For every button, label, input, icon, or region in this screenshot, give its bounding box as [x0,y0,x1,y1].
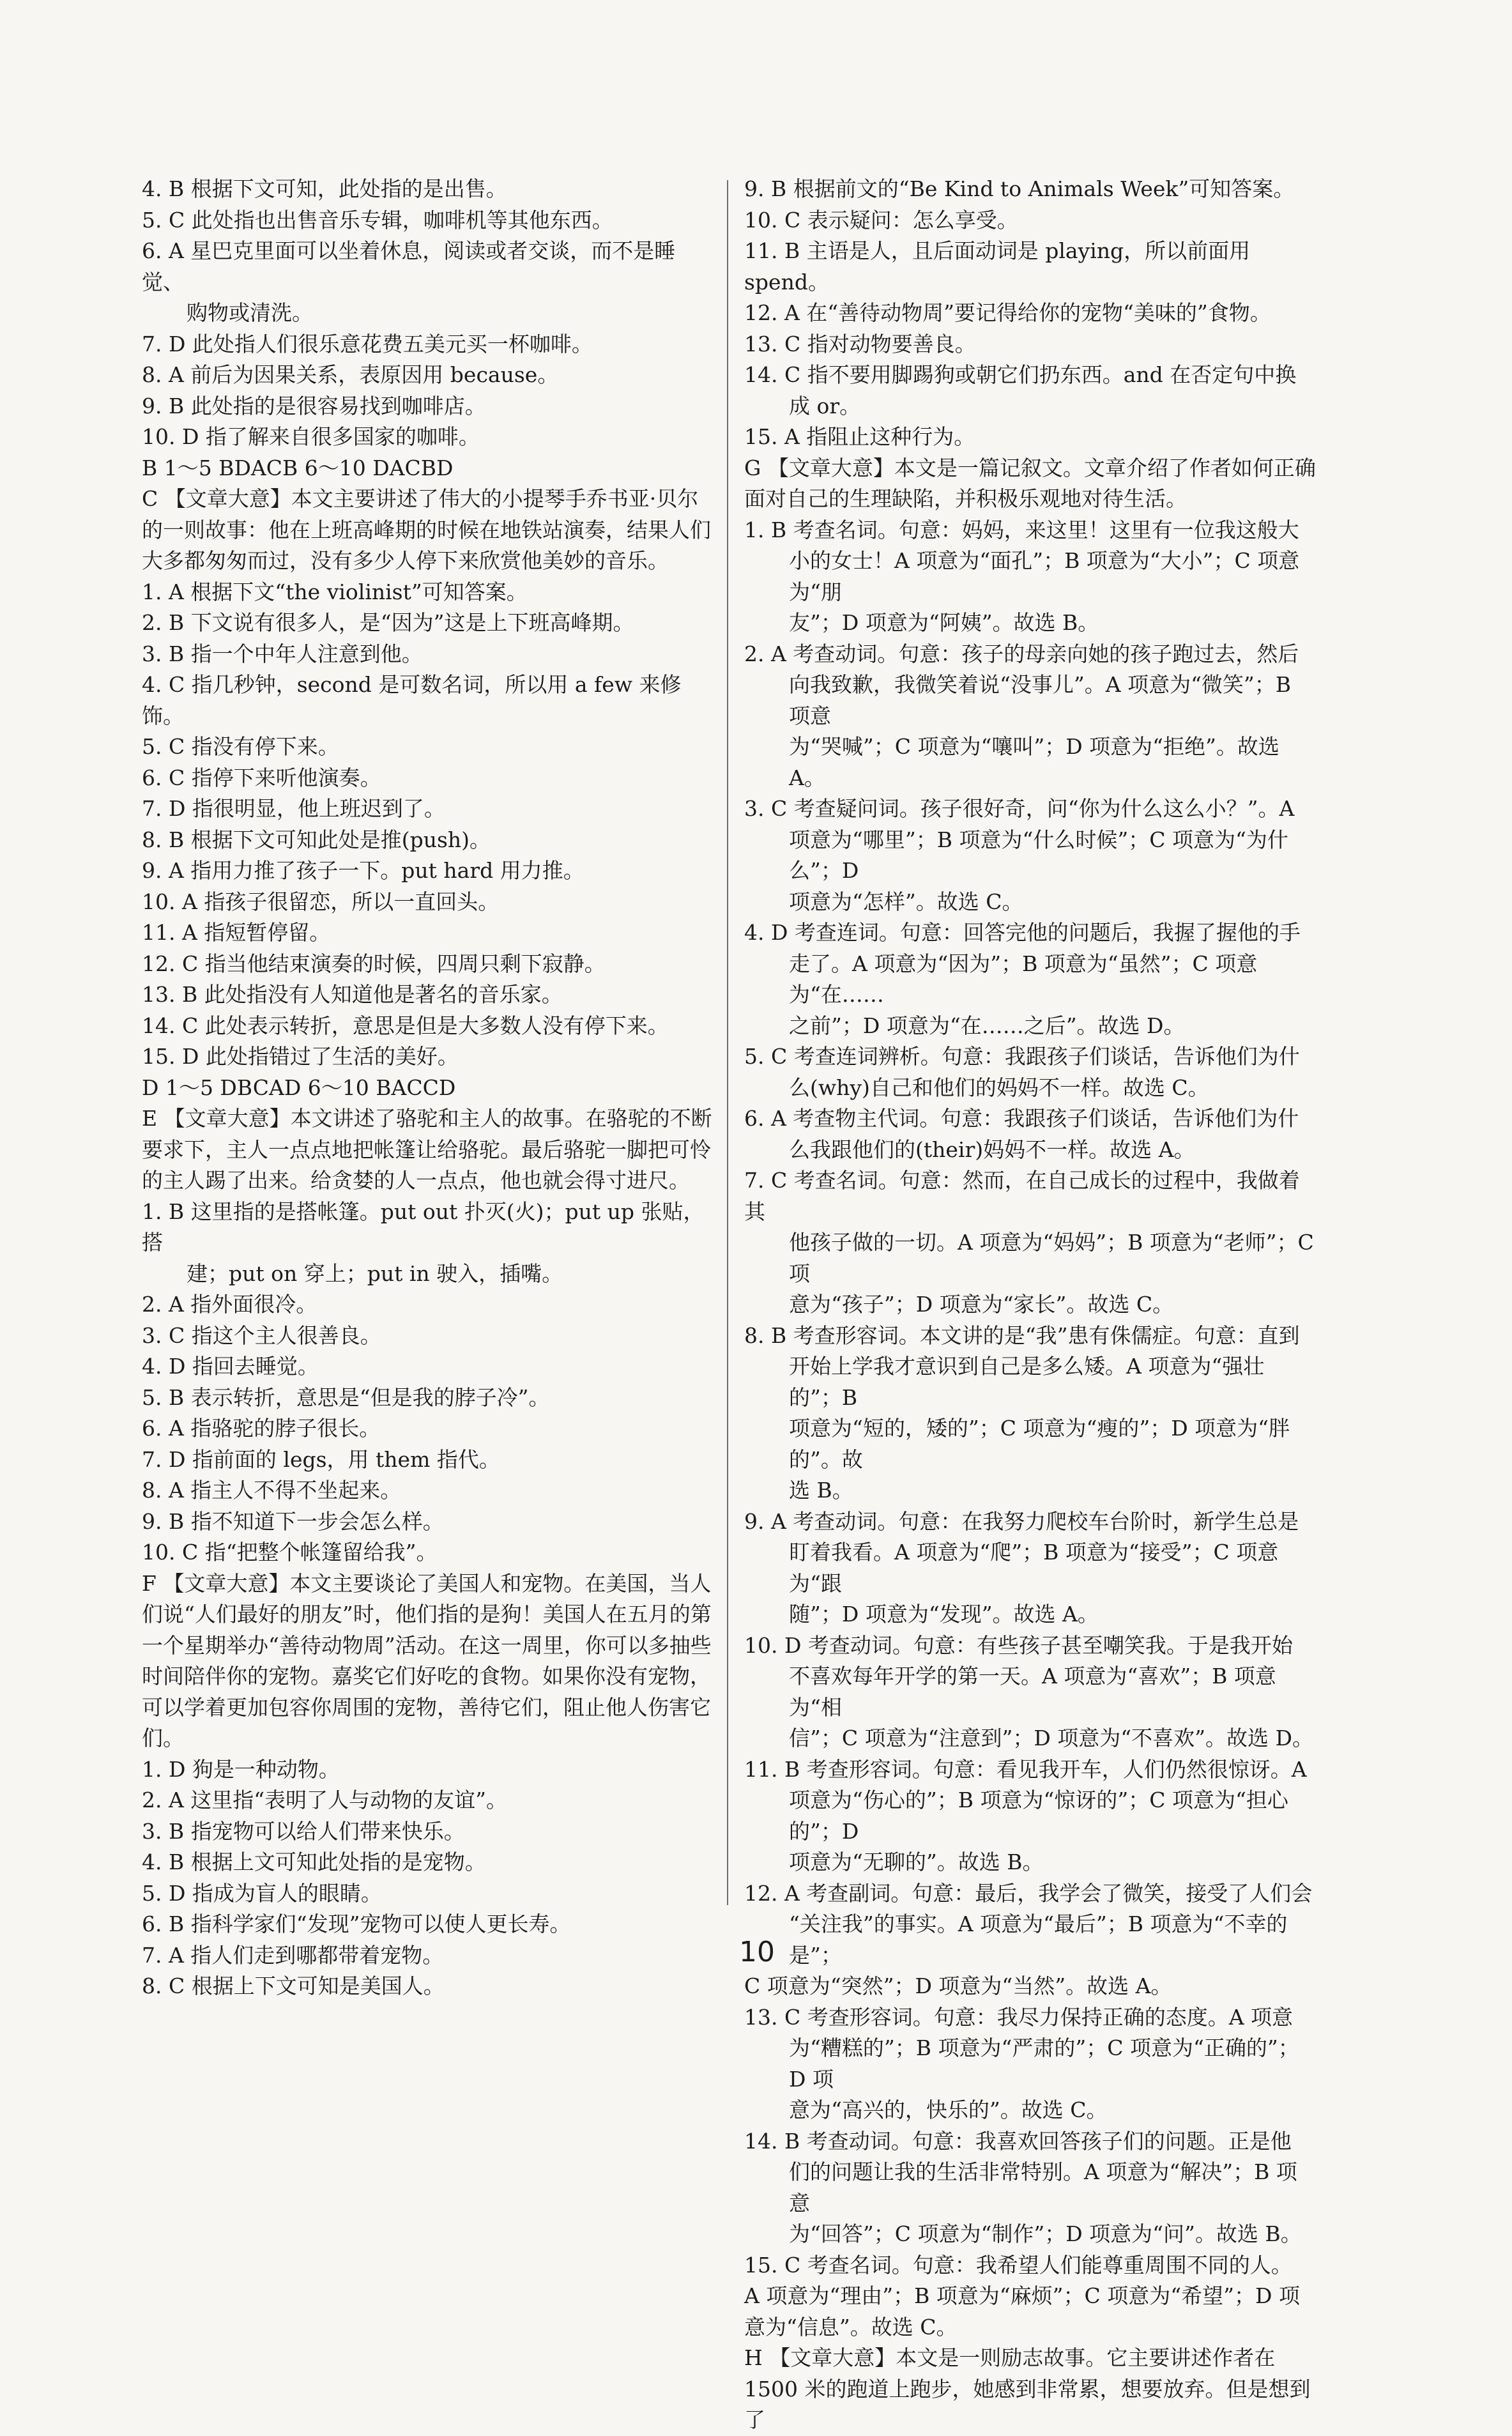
text-line: 面对自己的生理缺陷，并积极乐观地对待生活。 [744,486,1187,511]
text-line: 的主人踢了出来。给贪婪的人一点点，他也就会得寸进尺。 [142,1168,690,1193]
text-line: C 【文章大意】本文主要讲述了伟大的小提琴手乔书亚·贝尔 [142,486,699,511]
text-line: 他孩子做的一切。A 项意为“妈妈”；B 项意为“老师”；C 项 [789,1230,1314,1286]
text-line: 建；put on 穿上；put in 驶入，插嘴。 [187,1260,563,1286]
text-line: 15. D 此处指错过了生活的美好。 [142,1044,459,1069]
text-line: B 1～5 BDACB 6～10 DACBD [142,455,454,480]
text-line: 7. C 考查名词。句意：然而，在自己成长的过程中，我做着其 [744,1168,1300,1224]
text-line: 们。 [142,1726,184,1750]
text-line: 7. A 指人们走到哪都带着宠物。 [142,1942,444,1968]
text-line: 信”；C 项意为“注意到”；D 项意为“不喜欢”。故选 D。 [789,1726,1313,1750]
text-line: 一个星期举办“善待动物周”活动。在这一周里，你可以多抽些 [142,1632,712,1658]
text-line: 5. C 此处指也出售音乐专辑，咖啡机等其他东西。 [142,207,613,233]
left-column [142,174,717,2002]
text-line: A 项意为“理由”；B 项意为“麻烦”；C 项意为“希望”；D 项 [744,2283,1300,2308]
text-line: 13. B 此处指没有人知道他是著名的音乐家。 [142,982,563,1007]
text-line: 随”；D 项意为“发现”。故选 A。 [789,1602,1099,1627]
text-line: 项意为“哪里”；B 项意为“什么时候”；C 项意为“为什么”；D [789,827,1288,883]
text-line: 项意为“怎样”。故选 C。 [789,889,1023,914]
text-line: 10. C 表示疑问：怎么享受。 [744,207,1018,233]
text-line: “关注我”的事实。A 项意为“最后”；B 项意为“不幸的是”； [789,1911,1288,1968]
right-column [744,174,1316,2436]
text-line: 要求下，主人一点点地把帐篷让给骆驼。最后骆驼一脚把可怜 [142,1137,711,1162]
text-line: 之前”；D 项意为“在……之后”。故选 D。 [789,1013,1185,1038]
text-line: 走了。A 项意为“因为”；B 项意为“虽然”；C 项意为“在…… [789,951,1258,1007]
text-line: G 【文章大意】本文是一篇记叙文。文章介绍了作者如何正确 [744,455,1316,480]
text-line: 8. A 前后为因果关系，表原因用 because。 [142,362,559,387]
text-line: 7. D 指前面的 legs，用 them 指代。 [142,1446,500,1472]
text-line: 10. C 指“把整个帐篷留给我”。 [142,1540,438,1565]
text-line: 9. A 指用力推了孩子一下。put hard 用力推。 [142,858,584,883]
text-line: 为“哭喊”；C 项意为“嚷叫”；D 项意为“拒绝”。故选 A。 [789,734,1279,790]
text-line: 14. C 此处表示转折，意思是但是大多数人没有停下来。 [142,1013,669,1038]
text-line: 向我致歉，我微笑着说“没事儿”。A 项意为“微笑”；B 项意 [789,672,1292,728]
text-line: 2. A 指外面很冷。 [142,1292,317,1317]
text-line: 6. C 指停下来听他演奏。 [142,765,381,790]
text-line: 盯着我看。A 项意为“爬”；B 项意为“接受”；C 项意为“跟 [789,1540,1279,1596]
text-line: 友”；D 项意为“阿姨”。故选 B。 [789,610,1099,635]
text-line: 4. B 根据上文可知此处指的是宠物。 [142,1850,486,1874]
text-line: 10. A 指孩子很留恋，所以一直回头。 [142,889,500,914]
text-line: 意为“信息”。故选 C。 [744,2314,958,2340]
text-line: 选 B。 [789,1478,853,1503]
text-line: H 【文章大意】本文是一则励志故事。它主要讲述作者在 [744,2345,1276,2370]
text-line: 成 or。 [789,393,861,418]
text-line: 6. B 指科学家们“发现”宠物可以使人更长寿。 [142,1911,571,1936]
text-line: 11. B 主语是人，且后面动词是 playing，所以前面用 spend。 [744,238,1251,295]
text-line: 4. B 根据下文可知，此处指的是出售。 [142,176,507,201]
text-line: 15. A 指阻止这种行为。 [744,424,975,449]
text-line: 意为“高兴的，快乐的”。故选 C。 [789,2097,1108,2122]
text-line: 2. B 下文说有很多人，是“因为”这是上下班高峰期。 [142,610,634,635]
text-line: 么我跟他们的(their)妈妈不一样。故选 A。 [789,1137,1195,1162]
text-line: 4. D 指回去睡觉。 [142,1354,319,1379]
text-line: 项意为“无聊的”。故选 B。 [789,1850,1044,1874]
text-line: 大多都匆匆而过，没有多少人停下来欣赏他美妙的音乐。 [142,548,669,573]
text-line: 9. B 指不知道下一步会怎么样。 [142,1508,444,1534]
text-line: 为“糟糕的”；B 项意为“严肃的”；C 项意为“正确的”；D 项 [789,2035,1299,2092]
text-line: 12. C 指当他结束演奏的时候，四周只剩下寂静。 [142,951,606,976]
text-line: 8. B 根据下文可知此处是推(push)。 [142,827,491,852]
text-line: 不喜欢每年开学的第一天。A 项意为“喜欢”；B 项意为“相 [789,1664,1276,1720]
text-line: 11. B 考查形容词。句意：看见我开车，人们仍然很惊讶。A [744,1756,1307,1782]
text-line: 12. A 在“善待动物周”要记得给你的宠物“美味的”食物。 [744,300,1271,325]
text-line: 时间陪伴你的宠物。嘉奖它们好吃的食物。如果你没有宠物， [142,1664,711,1689]
text-line: 5. C 考查连词辨析。句意：我跟孩子们谈话，告诉他们为什 [744,1044,1300,1069]
text-line: 3. B 指一个中年人注意到他。 [142,641,423,666]
text-line: F 【文章大意】本文主要谈论了美国人和宠物。在美国，当人 [142,1570,712,1596]
text-line: 小的女士！A 项意为“面孔”；B 项意为“大小”；C 项意为“朋 [789,548,1300,604]
text-line: 3. C 指这个主人很善良。 [142,1322,381,1348]
text-line: 14. B 考查动词。句意：我喜欢回答孩子们的问题。正是他 [744,2128,1292,2154]
text-line: 为“回答”；C 项意为“制作”；D 项意为“问”。故选 B。 [789,2221,1302,2246]
text-line: 6. A 考查物主代词。句意：我跟孩子们谈话，告诉他们为什 [744,1106,1299,1131]
text-line: 8. B 考查形容词。本文讲的是“我”患有侏儒症。句意：直到 [744,1322,1300,1348]
text-line: 11. A 指短暂停留。 [142,920,331,945]
text-line: D 1～5 DBCAD 6～10 BACCD [142,1075,456,1100]
text-line: 7. D 此处指人们很乐意花费五美元买一杯咖啡。 [142,331,593,356]
text-line: C 项意为“突然”；D 项意为“当然”。故选 A。 [744,1973,1172,1998]
text-line: 13. C 指对动物要善良。 [744,331,976,356]
text-line: 6. A 星巴克里面可以坐着休息，阅读或者交谈，而不是睡觉、 [142,238,676,295]
text-line: 3. C 考查疑问词。孩子很好奇，问“你为什么这么小？”。A [744,796,1295,821]
text-line: 9. B 此处指的是很容易找到咖啡店。 [142,393,486,418]
text-line: 2. A 考查动词。句意：孩子的母亲向她的孩子跑过去，然后 [744,641,1299,666]
text-line: 13. C 考查形容词。句意：我尽力保持正确的态度。A 项意 [744,2004,1294,2030]
text-line: 3. B 指宠物可以给人们带来快乐。 [142,1818,465,1844]
text-line: 8. C 根据上下文可知是美国人。 [142,1973,445,1998]
text-line: 开始上学我才意识到自己是多么矮。A 项意为“强壮的”；B [789,1354,1265,1410]
text-line: 项意为“伤心的”；B 项意为“惊讶的”；C 项意为“担心的”；D [789,1788,1288,1844]
text-line: E 【文章大意】本文讲述了骆驼和主人的故事。在骆驼的不断 [142,1106,712,1131]
page-number: 10 [739,1936,775,1968]
text-line: 们说“人们最好的朋友”时，他们指的是狗！美国人在五月的第 [142,1602,712,1627]
text-line: 项意为“短的，矮的”；C 项意为“瘦的”；D 项意为“胖的”。故 [789,1416,1290,1472]
text-line: 的一则故事：他在上班高峰期的时候在地铁站演奏，结果人们 [142,517,711,542]
column-divider [727,180,728,1905]
text-line: 14. C 指不要用脚踢狗或朝它们扔东西。and 在否定句中换 [744,362,1297,387]
text-line: 购物或清洗。 [187,300,313,325]
text-line: 15. C 考查名词。句意：我希望人们能尊重周围不同的人。 [744,2252,1292,2278]
text-line: 2. A 这里指“表明了人与动物的友谊”。 [142,1788,508,1812]
text-line: 6. A 指骆驼的脖子很长。 [142,1416,381,1441]
text-line: 10. D 指了解来自很多国家的咖啡。 [142,424,480,449]
text-line: 1. D 狗是一种动物。 [142,1756,340,1782]
text-line: 8. A 指主人不得不坐起来。 [142,1478,402,1503]
text-line: 1. B 这里指的是搭帐篷。put out 扑灭(火)；put up 张贴，搭 [142,1199,705,1255]
text-line: 5. B 表示转折，意思是“但是我的脖子冷”。 [142,1384,550,1410]
text-line: 4. C 指几秒钟，second 是可数名词，所以用 a few 来修饰。 [142,672,682,728]
text-line: 们的问题让我的生活非常特别。A 项意为“解决”；B 项意 [789,2159,1297,2216]
text-line: 10. D 考查动词。句意：有些孩子甚至嘲笑我。于是我开始 [744,1632,1293,1658]
text-line: 5. C 指没有停下来。 [142,734,339,759]
text-line: 意为“孩子”；D 项意为“家长”。故选 C。 [789,1292,1174,1317]
text-line: 9. B 根据前文的“Be Kind to Animals Week”可知答案。 [744,176,1295,201]
text-line: 12. A 考查副词。句意：最后，我学会了微笑，接受了人们会 [744,1880,1313,1906]
text-line: 可以学着更加包容你周围的宠物，善待它们，阻止他人伤害它 [142,1694,711,1720]
text-line: 么(why)自己和他们的妈妈不一样。故选 C。 [789,1075,1209,1100]
text-line: 1. A 根据下文“the violinist”可知答案。 [142,579,528,604]
text-line: 9. A 考查动词。句意：在我努力爬校车台阶时，新学生总是 [744,1508,1299,1534]
text-line: 5. D 指成为盲人的眼睛。 [142,1880,382,1906]
text-line: 7. D 指很明显，他上班迟到了。 [142,796,445,821]
text-line: 4. D 考查连词。句意：回答完他的问题后，我握了握他的手 [744,920,1301,945]
text-line: 1500 米的跑道上跑步，她感到非常累，想要放弃。但是想到了 [744,2376,1311,2432]
text-line: 1. B 考查名词。句意：妈妈，来这里！这里有一位我这般大 [744,517,1299,542]
